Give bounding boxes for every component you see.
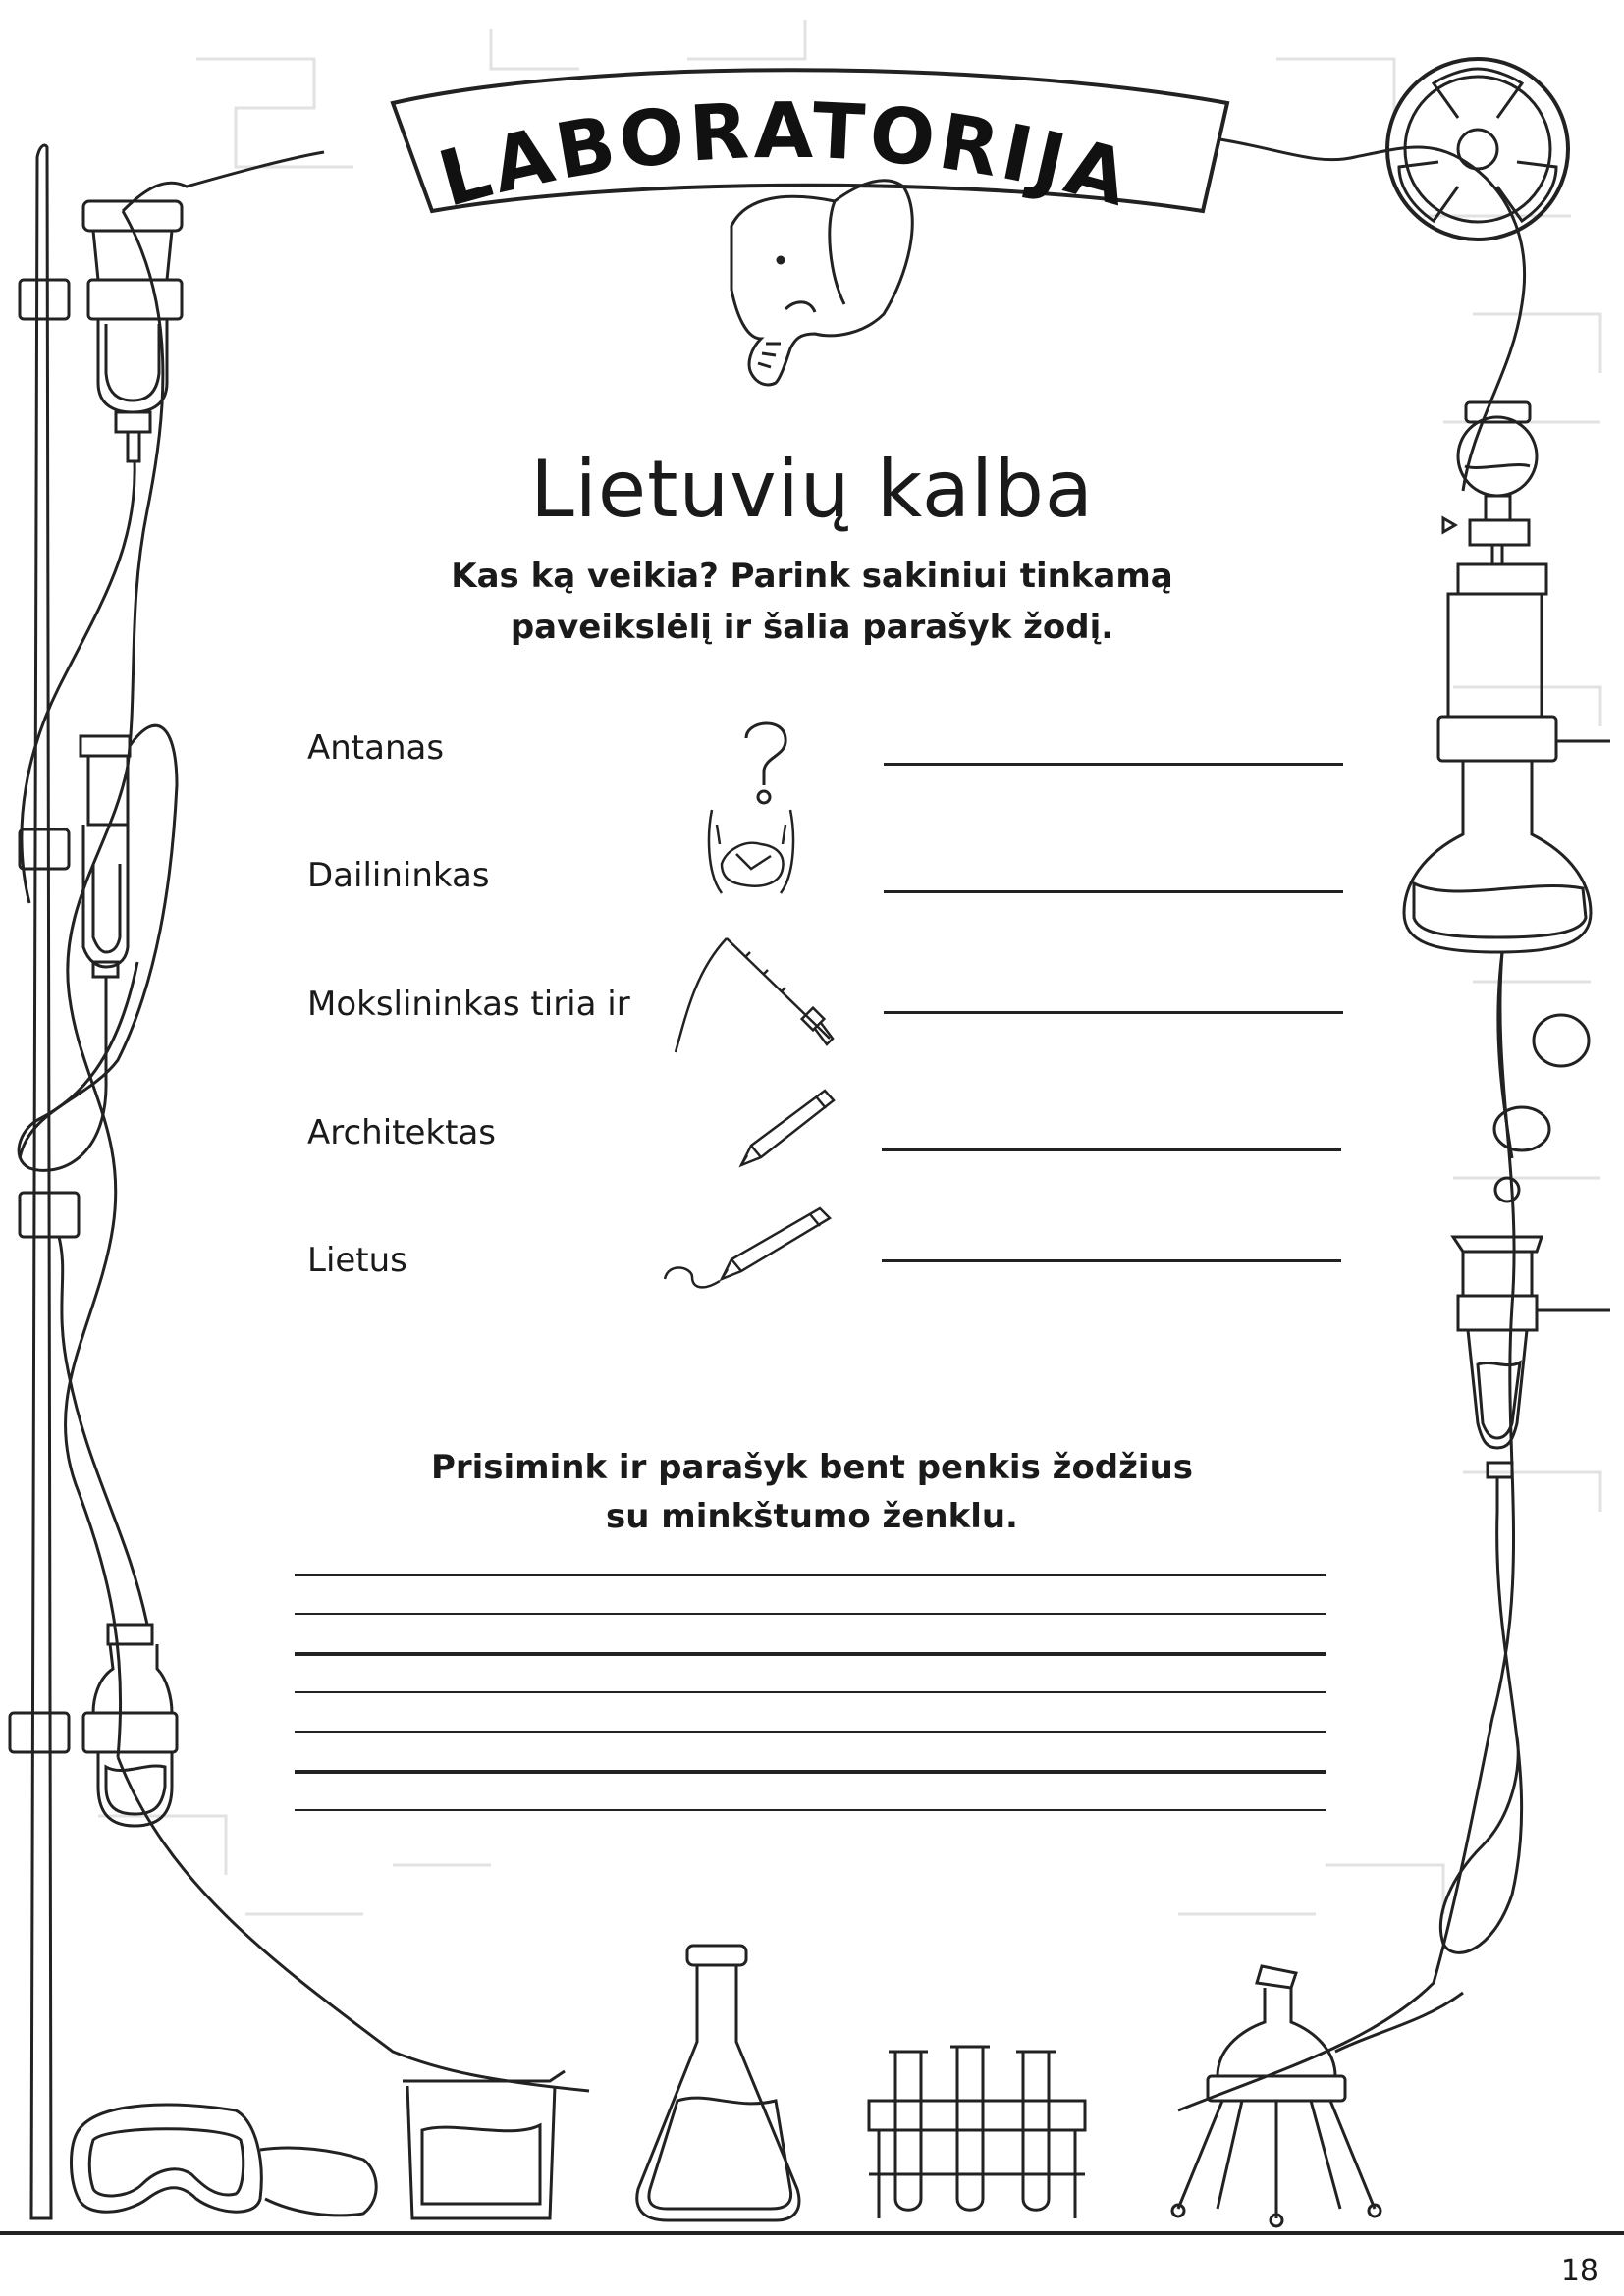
writing-line-4[interactable] [295, 1691, 1326, 1693]
banner-title-text: LABORATORIJA [430, 88, 1141, 225]
banner-title [393, 88, 1178, 236]
erlenmeyer-flask-icon [637, 1946, 799, 2220]
test-tube-rack-icon [869, 2047, 1085, 2218]
writing-line-5[interactable] [295, 1731, 1326, 1733]
answer-line-2[interactable] [884, 890, 1343, 893]
answer-line-1[interactable] [884, 763, 1343, 766]
svg-text:LABORATORIJA [430, 88, 1141, 225]
answer-line-3[interactable] [884, 1011, 1343, 1014]
pencil-drawing-line-icon [663, 1202, 839, 1296]
page-number: 18 [1560, 2254, 1598, 2288]
hands-holding-rock-icon [692, 795, 810, 903]
goggles-icon [72, 2105, 377, 2216]
answer-line-4[interactable] [882, 1148, 1341, 1151]
item-label-antanas: Antanas [307, 728, 445, 768]
writing-line-3[interactable] [295, 1652, 1326, 1656]
task2-instruction-line2: su minkštumo ženklu. [606, 1497, 1018, 1536]
item-label-dailininkas: Dailininkas [307, 856, 490, 895]
bubbles-icon [1494, 1015, 1589, 1201]
task1-instruction-line1: Kas ką veikia? Parink sakiniui tinkamą [451, 557, 1173, 596]
dropper-icon [19, 725, 177, 1170]
writing-line-7[interactable] [295, 1809, 1326, 1811]
background-pattern [98, 20, 1600, 1914]
item-label-lietus: Lietus [307, 1241, 407, 1280]
answer-line-5[interactable] [882, 1259, 1341, 1262]
pencil-icon [731, 1085, 839, 1173]
subject-title: Lietuvių kalba [530, 444, 1094, 535]
task1-instruction-line2: paveikslėlį ir šalia parašyk žodį. [510, 608, 1114, 647]
writing-line-2[interactable] [295, 1613, 1326, 1615]
task2-instruction-line1: Prisimink ir parašyk bent penkis žodžius [430, 1448, 1194, 1487]
item-label-mokslininkas: Mokslininkas tiria ir [307, 985, 630, 1024]
item-label-architektas: Architektas [307, 1113, 496, 1152]
writing-line-1[interactable] [295, 1574, 1326, 1576]
writing-line-6[interactable] [295, 1770, 1326, 1774]
radiation-sign-icon [1387, 59, 1568, 240]
fishing-rod-icon [668, 931, 835, 1058]
beaker-icon [403, 2071, 565, 2218]
